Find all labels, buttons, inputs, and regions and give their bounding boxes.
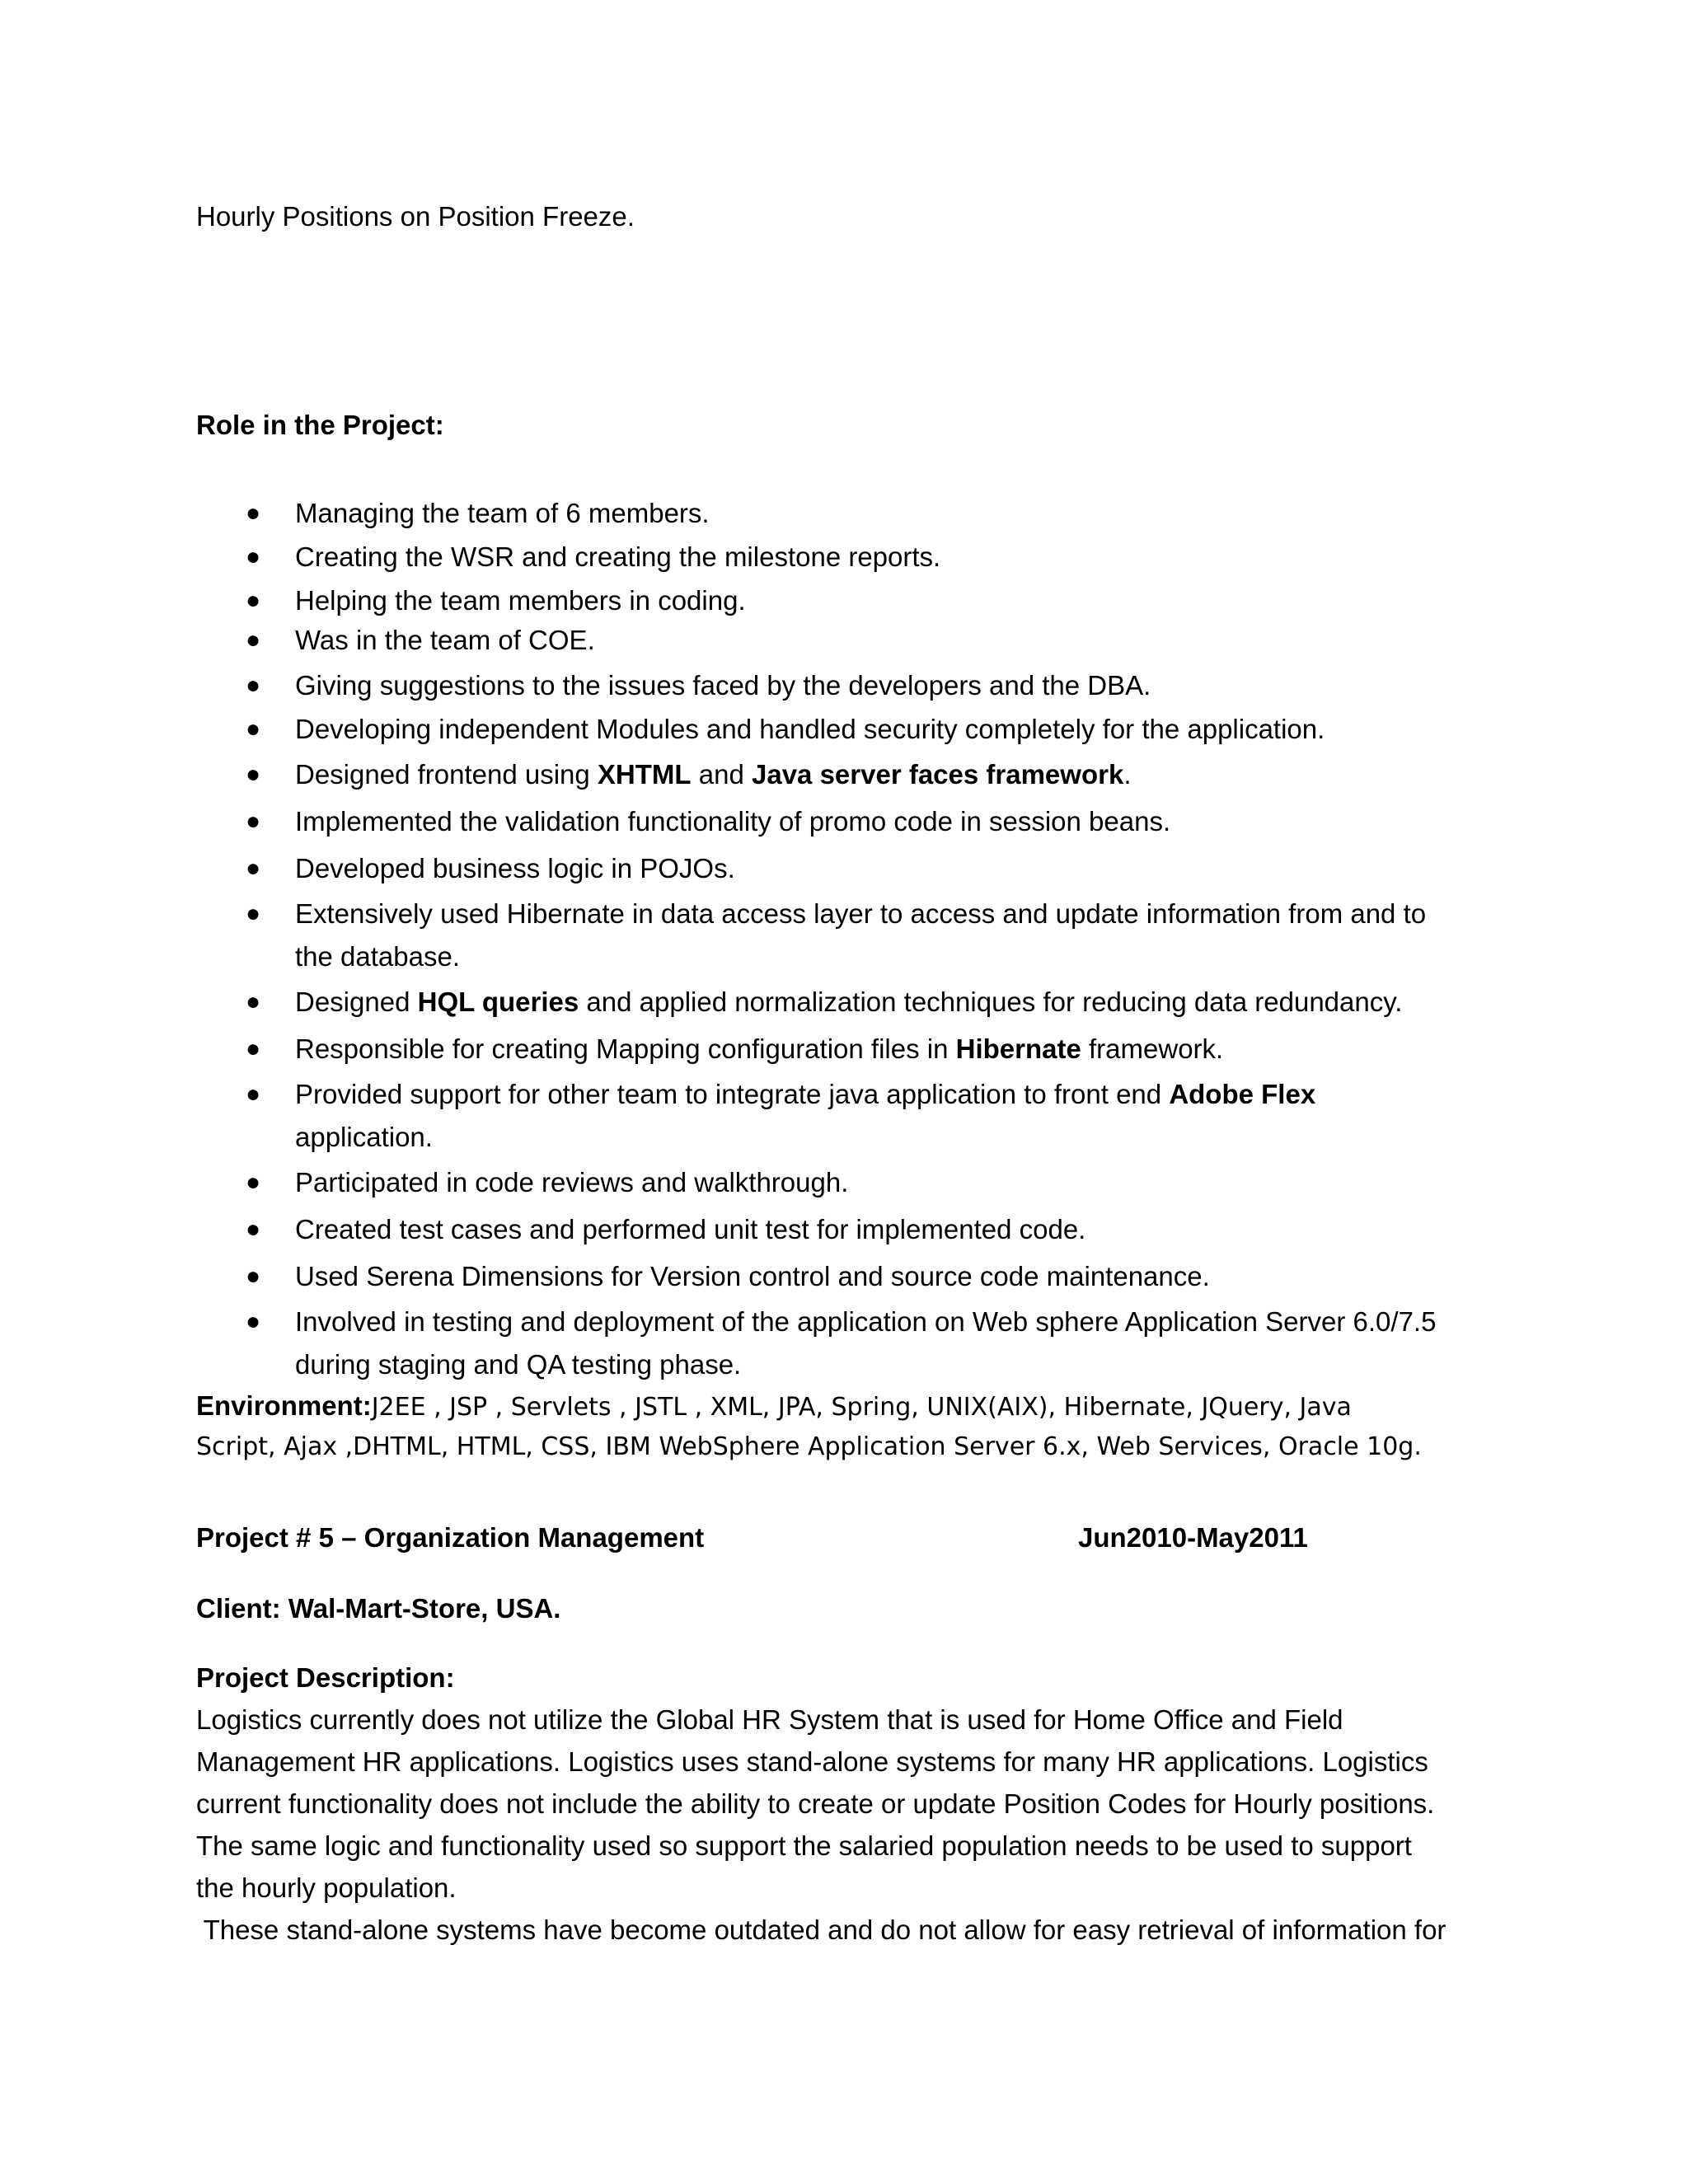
bullet-icon: ● bbox=[245, 499, 261, 527]
list-item: ● Managing the team of 6 members. bbox=[196, 492, 1498, 535]
list-item: ● Creating the WSR and creating the milestone reports. bbox=[196, 536, 1498, 579]
project-dates: Jun2010-May2011 bbox=[1078, 1522, 1308, 1553]
bullet-icon: ● bbox=[245, 761, 261, 788]
bullet-icon: ● bbox=[245, 1308, 261, 1335]
description-line: the hourly population. bbox=[196, 1872, 457, 1903]
bullet-icon: ● bbox=[245, 672, 261, 699]
bullet-icon: ● bbox=[245, 1169, 261, 1196]
bullet-icon: ● bbox=[245, 587, 261, 614]
list-item: ● Involved in testing and deployment of the application on Web sphere Application Server 6.0/7.5 during staging and QA testing phase. bbox=[196, 1301, 1498, 1386]
intro-line: Hourly Positions on Position Freeze. bbox=[196, 201, 635, 232]
bullet-icon: ● bbox=[245, 900, 261, 927]
project-description-heading: Project Description: bbox=[196, 1662, 455, 1693]
environment-block bbox=[196, 1387, 1515, 1466]
bullet-icon: ● bbox=[245, 1263, 261, 1290]
list-item: ● Designed HQL queries and applied normalization techniques for reducing data redundancy. bbox=[196, 979, 1498, 1025]
bullet-icon: ● bbox=[245, 855, 261, 882]
environment-line-1: J2EE , JSP , Servlets , JSTL , XML, JPA, Spring, UNIX(AIX), Hibernate, JQuery, Java bbox=[371, 1393, 1352, 1422]
list-item: ● Created test cases and performed unit test for implemented code. bbox=[196, 1207, 1498, 1253]
description-line: current functionality does not include the ability to create or update Position Codes for Hourly positions. bbox=[196, 1788, 1435, 1819]
environment-label: Environment: bbox=[196, 1390, 372, 1421]
bullet-icon: ● bbox=[245, 988, 261, 1015]
project-title: Project # 5 – Organization Management bbox=[196, 1522, 705, 1553]
list-item: ● Designed frontend using XHTML and Java server faces framework. bbox=[196, 752, 1498, 798]
list-item: ● Developed business logic in POJOs. bbox=[196, 846, 1498, 892]
description-line: Logistics currently does not utilize the Global HR System that is used for Home Office and Field bbox=[196, 1704, 1343, 1735]
list-item: ● Provided support for other team to integrate java application to front end Adobe Flex application. bbox=[196, 1073, 1498, 1159]
bullet-icon: ● bbox=[245, 715, 261, 743]
bullet-icon: ● bbox=[245, 1035, 261, 1062]
list-item: ● Participated in code reviews and walkthrough. bbox=[196, 1160, 1498, 1206]
list-item: ● Responsible for creating Mapping configuration files in Hibernate framework. bbox=[196, 1026, 1498, 1072]
list-item: ● Helping the team members in coding. bbox=[196, 579, 1498, 622]
description-line: Management HR applications. Logistics uses stand-alone systems for many HR applications. Logistics bbox=[196, 1746, 1428, 1777]
project-description bbox=[196, 1699, 1515, 1951]
bullet-icon: ● bbox=[245, 543, 261, 570]
list-item: ● Developing independent Modules and handled security completely for the application. bbox=[196, 708, 1498, 751]
role-heading: Role in the Project: bbox=[196, 410, 444, 440]
bullet-icon: ● bbox=[245, 808, 261, 835]
client-line: Client: Wal-Mart-Store, USA. bbox=[196, 1593, 561, 1624]
list-item: ● Was in the team of COE. bbox=[196, 623, 1498, 658]
bullet-icon: ● bbox=[245, 1216, 261, 1243]
bullet-icon: ● bbox=[245, 626, 261, 654]
description-line: The same logic and functionality used so support the salaried population needs to be used to support bbox=[196, 1830, 1412, 1861]
role-list bbox=[196, 492, 1498, 1387]
list-item: ● Implemented the validation functionality of promo code in session beans. bbox=[196, 799, 1498, 845]
list-item: ● Giving suggestions to the issues faced by the developers and the DBA. bbox=[196, 664, 1498, 707]
list-item: ● Extensively used Hibernate in data access layer to access and update information from and to the database. bbox=[196, 893, 1498, 978]
bullet-icon: ● bbox=[245, 1080, 261, 1108]
description-line: These stand-alone systems have become outdated and do not allow for easy retrieval of information for bbox=[196, 1915, 1447, 1945]
environment-line-2: Script, Ajax ,DHTML, HTML, CSS, IBM WebSphere Application Server 6.x, Web Services, Oracle 10g. bbox=[196, 1432, 1422, 1461]
list-item: ● Used Serena Dimensions for Version control and source code maintenance. bbox=[196, 1254, 1498, 1300]
